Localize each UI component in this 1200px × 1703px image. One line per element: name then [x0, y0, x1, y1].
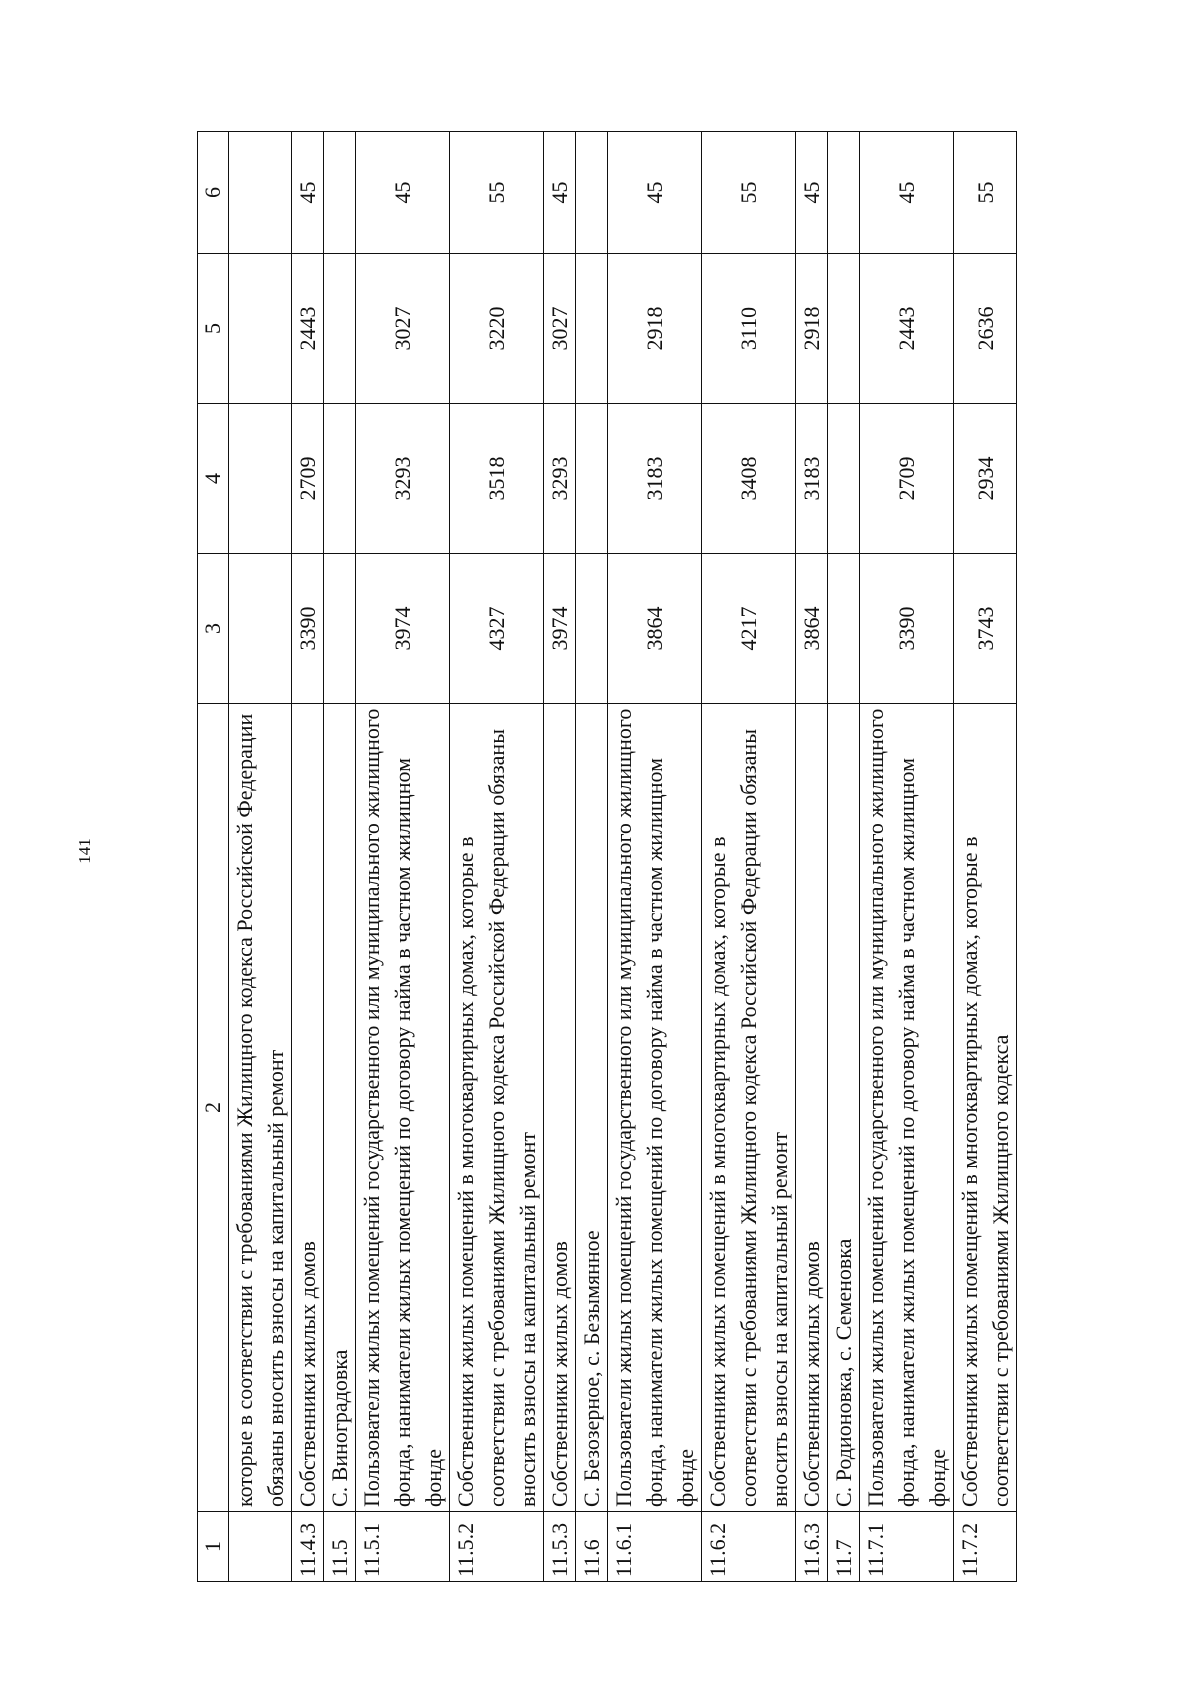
- row-text: С. Безозерное, с. Безымянное: [576, 704, 608, 1512]
- row-value-c3: [576, 554, 608, 704]
- row-value-c4: 2934: [954, 404, 1017, 554]
- row-code: 11.6.2: [702, 1512, 796, 1582]
- row-value-c6: [828, 132, 860, 254]
- row-value-c5: 2443: [292, 254, 324, 404]
- row-code: 11.6.3: [796, 1512, 828, 1582]
- row-text: Собственники жилых домов: [796, 704, 828, 1512]
- row-value-c6: 45: [860, 132, 954, 254]
- table-row: [702, 132, 796, 1582]
- row-value-c5: 2636: [954, 254, 1017, 404]
- row-value-c3: 4217: [702, 554, 796, 704]
- row-code: 11.7.2: [954, 1512, 1017, 1582]
- row-code: 11.5: [324, 1512, 356, 1582]
- row-value-c6: 45: [356, 132, 450, 254]
- row-value-c4: 3518: [450, 404, 544, 554]
- row-value-c6: 55: [702, 132, 796, 254]
- row-value-c6: [324, 132, 356, 254]
- row-code: 11.6.1: [608, 1512, 702, 1582]
- row-value-c5: [828, 254, 860, 404]
- row-value-c4: [324, 404, 356, 554]
- row-code: 11.5.1: [356, 1512, 450, 1582]
- row-text: Пользователи жилых помещений государственного или муниципального жилищного фонда, наниматели жилых помещений по договору найма в частном жилищном фонде: [860, 704, 954, 1512]
- row-value-c5: 2443: [860, 254, 954, 404]
- row-value-c6: 55: [954, 132, 1017, 254]
- table-row: [608, 132, 702, 1582]
- row-text: Пользователи жилых помещений государственного или муниципального жилищного фонда, наниматели жилых помещений по договору найма в частном жилищном фонде: [356, 704, 450, 1512]
- row-value-c3: 3390: [860, 554, 954, 704]
- row-value-c3: 3974: [544, 554, 576, 704]
- table-row: [229, 132, 292, 1582]
- table-row: [954, 132, 1017, 1582]
- row-value-c4: 3183: [608, 404, 702, 554]
- rotated-page-content: [197, 132, 1110, 1582]
- row-value-c4: [828, 404, 860, 554]
- row-code: 11.6: [576, 1512, 608, 1582]
- row-value-c5: 3220: [450, 254, 544, 404]
- row-value-c5: [229, 254, 292, 404]
- row-value-c3: 3974: [356, 554, 450, 704]
- row-value-c4: 2709: [292, 404, 324, 554]
- row-value-c3: [229, 554, 292, 704]
- table-row: [576, 132, 608, 1582]
- tariff-table: [197, 131, 1017, 1582]
- table-row: [356, 132, 450, 1582]
- row-value-c4: 3408: [702, 404, 796, 554]
- row-value-c4: 3183: [796, 404, 828, 554]
- row-value-c5: 2918: [608, 254, 702, 404]
- row-value-c5: 3027: [544, 254, 576, 404]
- table-row: [324, 132, 356, 1582]
- row-value-c4: [576, 404, 608, 554]
- row-value-c4: [229, 404, 292, 554]
- header-cell: 2: [198, 704, 229, 1512]
- row-text: Собственники жилых помещений в многоквартирных домах, которые в соответствии с требованиями Жилищного кодекса Российской Федерации обязаны вносить взносы на капитальный ремонт: [702, 704, 796, 1512]
- row-value-c5: 2918: [796, 254, 828, 404]
- row-value-c6: [229, 132, 292, 254]
- row-code: 11.4.3: [292, 1512, 324, 1582]
- row-code: 11.7.1: [860, 1512, 954, 1582]
- header-cell: 4: [198, 404, 229, 554]
- table-row: [828, 132, 860, 1582]
- header-cell: 6: [198, 132, 229, 254]
- row-code: 11.7: [828, 1512, 860, 1582]
- table-row: [544, 132, 576, 1582]
- row-value-c3: 3864: [796, 554, 828, 704]
- table-header-row: [198, 132, 229, 1582]
- row-text: С. Родионовка, с. Семеновка: [828, 704, 860, 1512]
- row-value-c6: 45: [608, 132, 702, 254]
- row-value-c3: [324, 554, 356, 704]
- row-value-c4: 3293: [356, 404, 450, 554]
- row-value-c3: 3743: [954, 554, 1017, 704]
- row-value-c5: 3027: [356, 254, 450, 404]
- row-value-c4: 2709: [860, 404, 954, 554]
- row-text: Собственники жилых домов: [292, 704, 324, 1512]
- row-text: Собственники жилых помещений в многоквартирных домах, которые в соответствии с требованиями Жилищного кодекса Российской Федерации обязаны вносить взносы на капитальный ремонт: [450, 704, 544, 1512]
- row-value-c5: [576, 254, 608, 404]
- header-cell: 1: [198, 1512, 229, 1582]
- row-value-c6: 45: [544, 132, 576, 254]
- row-value-c5: [324, 254, 356, 404]
- row-value-c6: 55: [450, 132, 544, 254]
- row-value-c3: 3390: [292, 554, 324, 704]
- row-code: 11.5.2: [450, 1512, 544, 1582]
- row-value-c5: 3110: [702, 254, 796, 404]
- row-text: Собственники жилых помещений в многоквартирных домах, которые в соответствии с требованиями Жилищного кодекса: [954, 704, 1017, 1512]
- row-value-c4: 3293: [544, 404, 576, 554]
- table-row: [450, 132, 544, 1582]
- row-code: [229, 1512, 292, 1582]
- row-text: С. Виноградовка: [324, 704, 356, 1512]
- table-row: [292, 132, 324, 1582]
- row-code: 11.5.3: [544, 1512, 576, 1582]
- header-cell: 5: [198, 254, 229, 404]
- row-value-c6: [576, 132, 608, 254]
- table-row: [860, 132, 954, 1582]
- row-value-c3: 3864: [608, 554, 702, 704]
- row-text: Пользователи жилых помещений государственного или муниципального жилищного фонда, наниматели жилых помещений по договору найма в частном жилищном фонде: [608, 704, 702, 1512]
- row-value-c3: [828, 554, 860, 704]
- page-number: 141: [75, 838, 94, 864]
- row-value-c6: 45: [292, 132, 324, 254]
- row-value-c3: 4327: [450, 554, 544, 704]
- table-row: [796, 132, 828, 1582]
- row-text: которые в соответствии с требованиями Жилищного кодекса Российской Федерации обязаны вносить взносы на капитальный ремонт: [229, 704, 292, 1512]
- row-value-c6: 45: [796, 132, 828, 254]
- row-text: Собственники жилых домов: [544, 704, 576, 1512]
- header-cell: 3: [198, 554, 229, 704]
